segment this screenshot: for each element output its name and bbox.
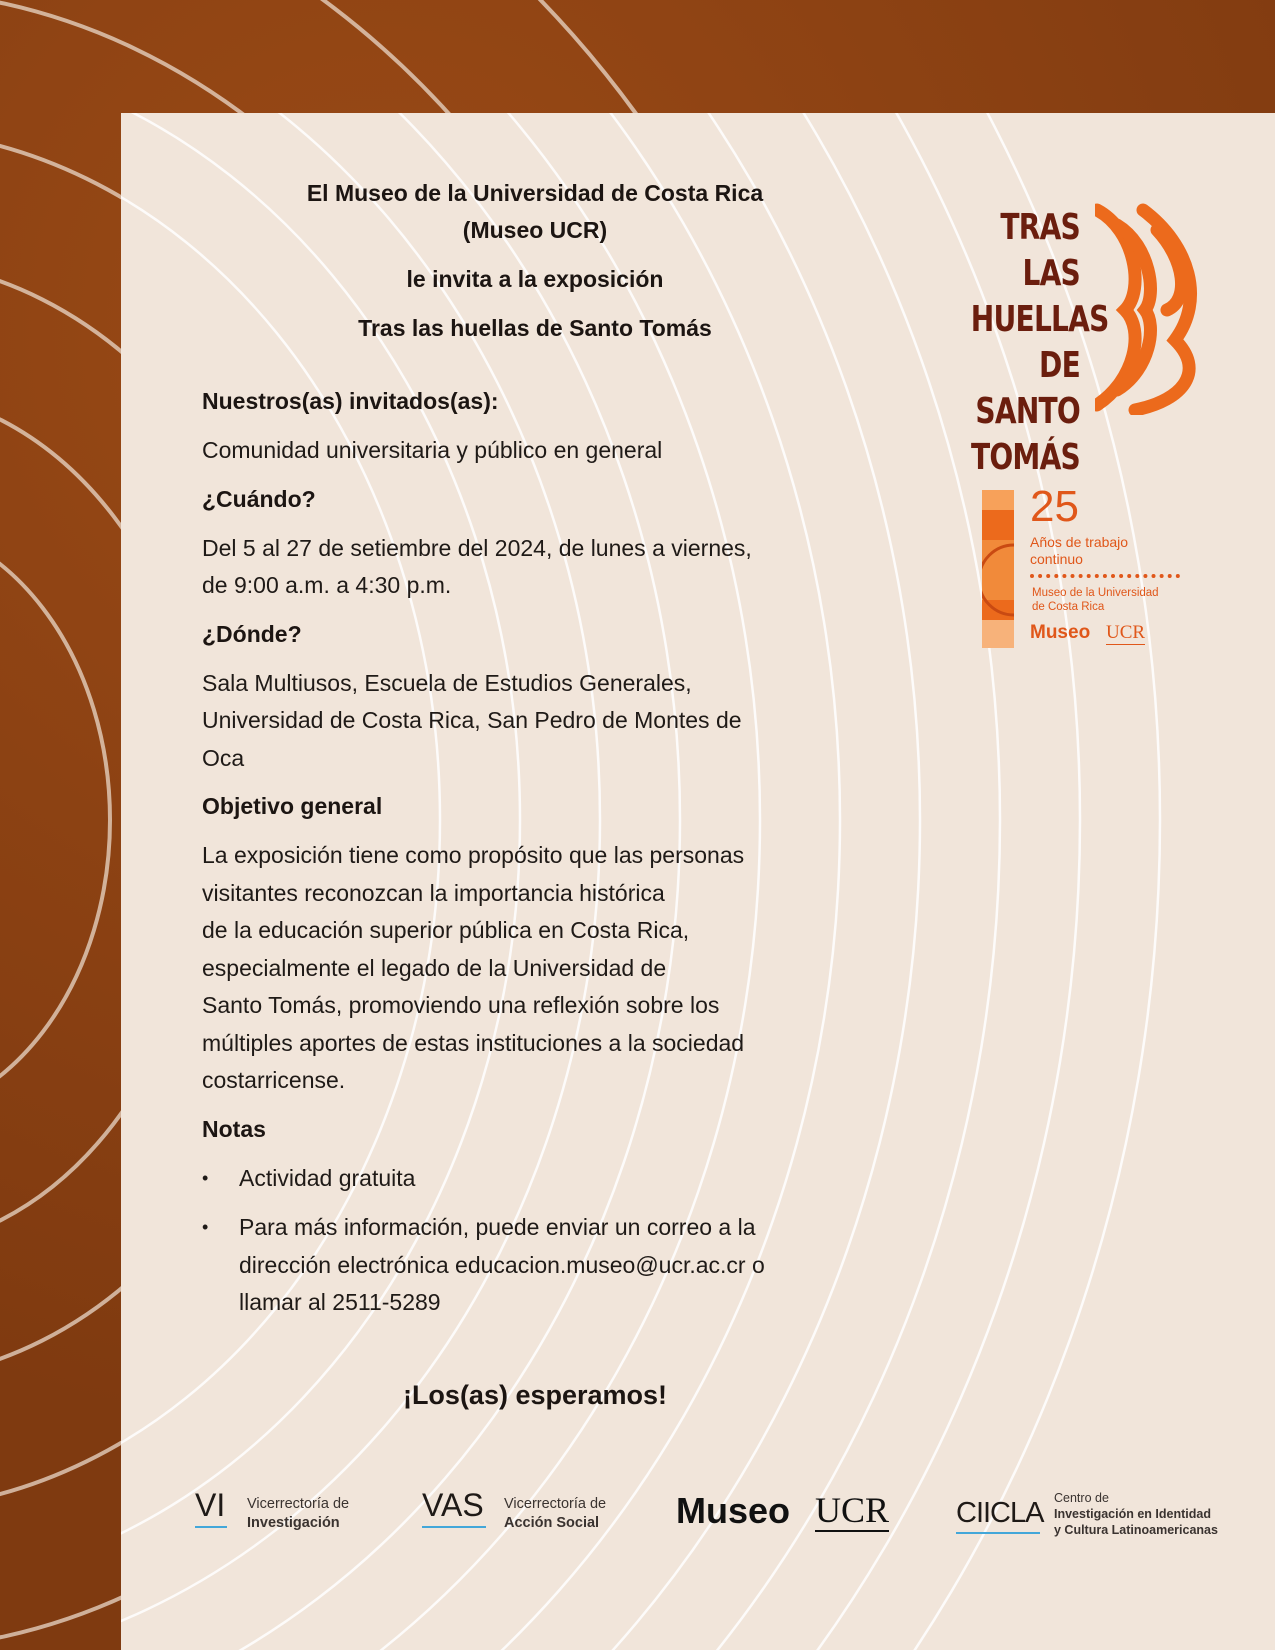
where-text — [202, 665, 882, 778]
notes-title: Notas — [202, 1115, 266, 1142]
guests-text: Comunidad universitaria y público en general — [202, 437, 663, 463]
note2-line1: Para más información, puede enviar un correo a la — [239, 1214, 756, 1240]
vi-line1: Vicerrectoría de — [247, 1496, 350, 1512]
anniversary-inst-line1: Museo de la Universidad — [1032, 587, 1159, 599]
objective-line6: múltiples aportes de estas instituciones a la sociedad — [202, 1029, 745, 1056]
objective-line4: especialmente el legado de la Universidad de — [202, 954, 667, 981]
exhibit-logo-line2: HUELLAS — [970, 299, 1109, 340]
where-line1: Sala Multiusos, Escuela de Estudios Generales, — [202, 669, 692, 696]
vi-label — [247, 1495, 387, 1533]
vas-logo — [422, 1488, 642, 1548]
note1-text: Actividad gratuita — [239, 1164, 416, 1191]
objective-line7: costarricense. — [202, 1067, 346, 1093]
ciicla-mark: CIICLA — [956, 1497, 1044, 1529]
footer-museo: Museo — [676, 1490, 791, 1531]
exhibit-logo-text — [970, 205, 1109, 481]
where-line3: Oca — [202, 744, 245, 771]
objective-title: Objetivo general — [202, 793, 383, 819]
closing-message: ¡Los(as) esperamos! — [402, 1380, 668, 1410]
footprint-arcs-icon — [1095, 200, 1210, 415]
vas-line1: Vicerrectoría de — [504, 1496, 607, 1512]
vi-logo — [195, 1488, 395, 1548]
objective-line5: Santo Tomás, promoviendo una reflexión sobre los — [202, 992, 720, 1018]
ciicla-label — [1054, 1490, 1254, 1538]
when-title: ¿Cuándo? — [202, 485, 316, 512]
invitation-header — [230, 175, 840, 347]
vas-line2: Acción Social — [504, 1515, 600, 1531]
ciicla-line1: Centro de — [1054, 1491, 1109, 1505]
footer-ucr: UCR — [815, 1490, 890, 1530]
anniversary-ucr: UCR — [1106, 622, 1146, 643]
exhibit-logo-line4: TOMÁS — [970, 437, 1080, 478]
vi-mark: VI — [195, 1487, 226, 1523]
anniversary-subtitle-line2: continuo — [1030, 551, 1083, 567]
anniversary-institution — [1032, 586, 1192, 614]
ciicla-line2: Investigación en Identidad — [1054, 1507, 1211, 1521]
vas-label — [504, 1495, 644, 1533]
objective-line2: visitantes reconozcan la importancia histórica — [202, 879, 665, 906]
anniversary-badge — [982, 482, 1202, 650]
anniversary-subtitle — [1030, 534, 1170, 568]
anniversary-inst-line2: de Costa Rica — [1032, 601, 1105, 613]
anniversary-subtitle-line1: Años de trabajo — [1030, 534, 1129, 550]
where-title: ¿Dónde? — [202, 620, 302, 647]
anniversary-number: 25 — [1030, 482, 1079, 531]
invitation-line3: le invita a la exposición — [406, 266, 664, 292]
note-item — [202, 1209, 882, 1322]
bullet-icon: • — [202, 1167, 209, 1188]
note-item — [202, 1160, 882, 1198]
vas-mark: VAS — [422, 1487, 484, 1523]
objective-text — [202, 837, 882, 1100]
guests-title: Nuestros(as) invitados(as): — [202, 388, 499, 414]
ciicla-line3: y Cultura Latinoamericanas — [1054, 1523, 1218, 1537]
notes-list — [202, 1160, 882, 1322]
ciicla-underline — [956, 1532, 1040, 1534]
objective-line1: La exposición tiene como propósito que las personas — [202, 842, 745, 868]
when-line2: de 9:00 a.m. a 4:30 p.m. — [202, 572, 452, 598]
anniversary-museo: Museo — [1030, 622, 1091, 643]
exhibit-logo-line3: DE SANTO — [975, 345, 1080, 432]
note2-line3: llamar al 2511-5289 — [239, 1289, 441, 1315]
anniversary-emblem-icon — [982, 490, 1014, 648]
objective-line3: de la educación superior pública en Costa Rica, — [202, 917, 690, 943]
when-text — [202, 530, 882, 605]
bullet-icon: • — [202, 1217, 209, 1237]
details-content — [202, 384, 882, 1334]
invitation-line2: (Museo UCR) — [462, 217, 608, 243]
dotted-divider — [1030, 574, 1180, 578]
when-line1: Del 5 al 27 de setiembre del 2024, de lunes a viernes, — [202, 534, 752, 561]
vi-line2: Investigación — [247, 1515, 340, 1531]
vas-underline — [422, 1526, 486, 1528]
invitation-line1: El Museo de la Universidad de Costa Rica — [306, 180, 764, 206]
exhibit-logo-line1: TRAS LAS — [1000, 207, 1080, 294]
note2-line2: dirección electrónica educacion.museo@ucr.ac.cr o — [239, 1251, 765, 1278]
exhibition-title: Tras las huellas de Santo Tomás — [358, 315, 712, 341]
vi-underline — [195, 1526, 227, 1528]
where-line2: Universidad de Costa Rica, San Pedro de Montes de — [202, 707, 742, 733]
